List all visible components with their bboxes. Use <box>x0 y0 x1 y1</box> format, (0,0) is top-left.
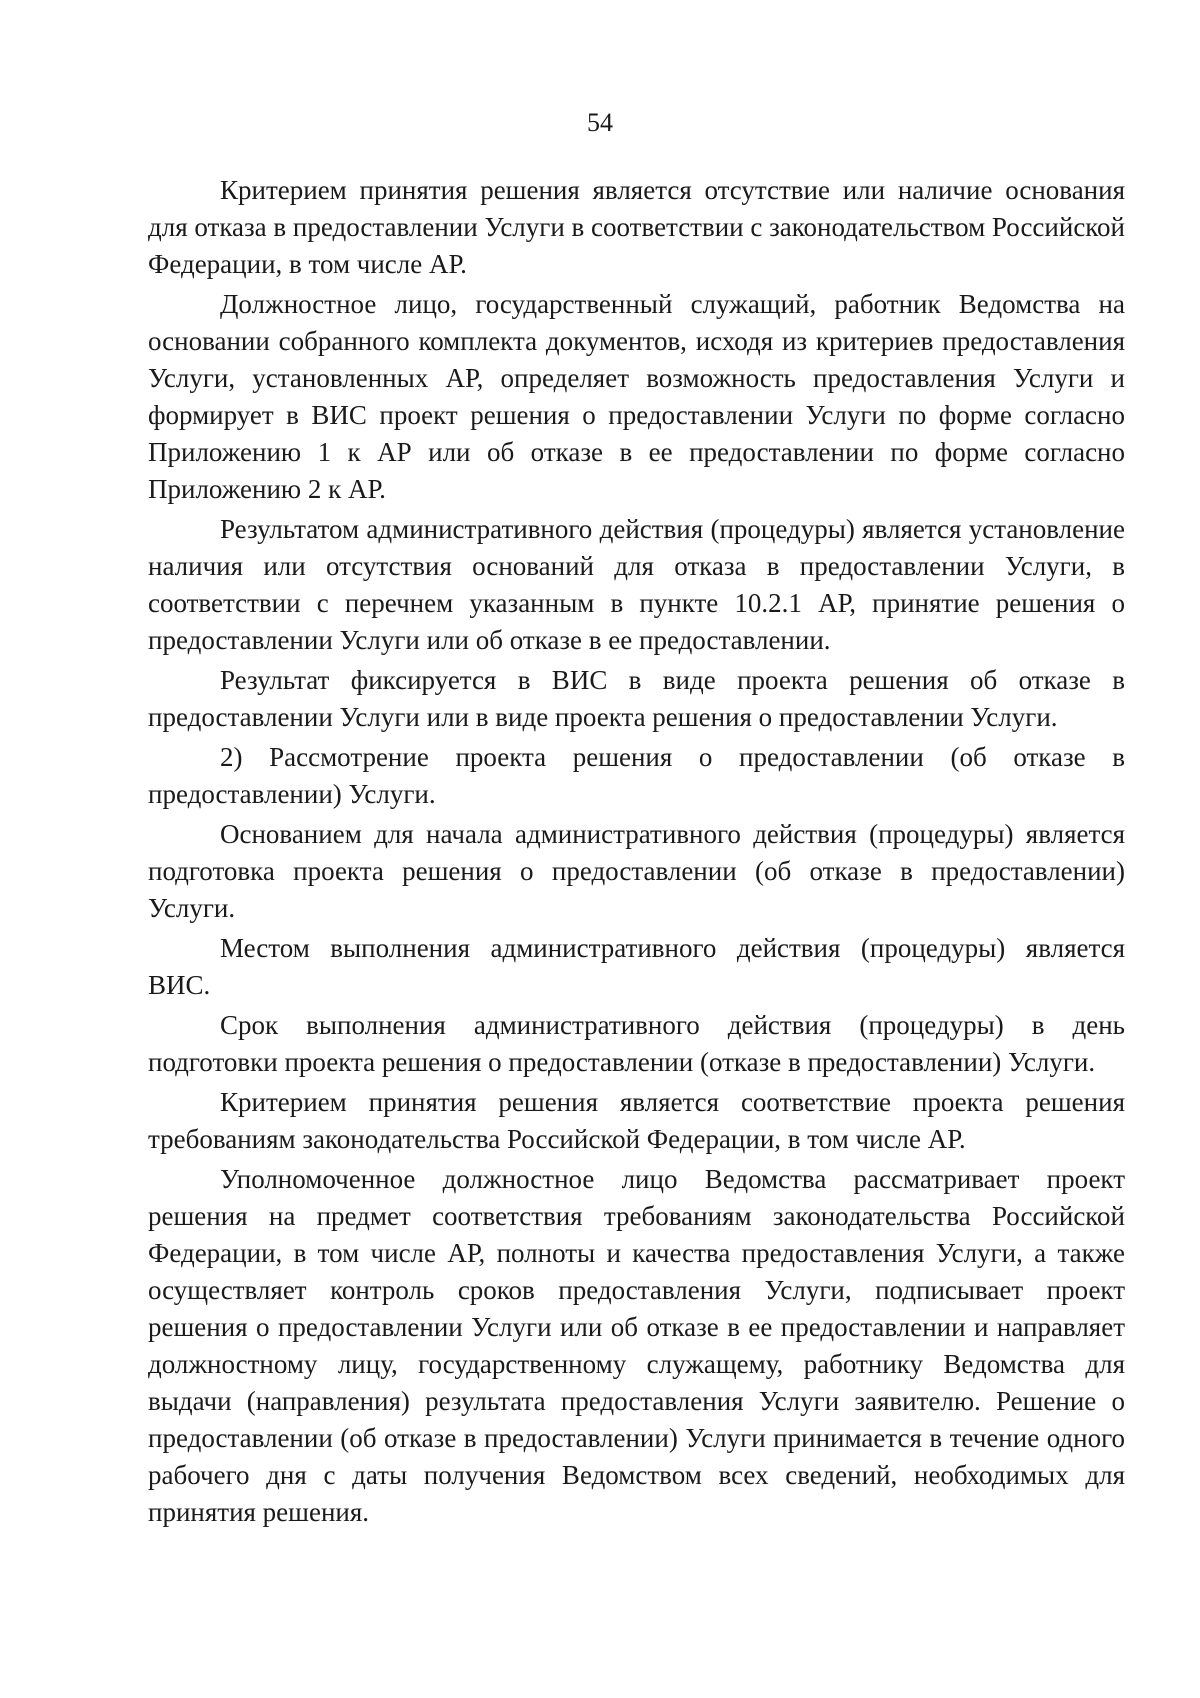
paragraph-2: Должностное лицо, государственный служащий, работник Ведомства на основании собранного комплекта документов, исходя из критериев предоставления Услуги, установленных АР, определяет возможность предоставления Услуги и формирует в ВИС проект решения о предоставлении Услуги по форме согласно Приложению 1 к АР или об отказе в ее предоставлении по форме согласно Приложению 2 к АР. <box>148 289 1125 504</box>
paragraph-8: Срок выполнения административного действия (процедуры) в день подготовки проекта решения о предоставлении (отказе в предоставлении) Услуги. <box>148 1010 1125 1077</box>
paragraph-3: Результатом административного действия (процедуры) является установление наличия или отсутствия оснований для отказа в предоставлении Услуги, в соответствии с перечнем указанным в пункте 10.2.1 АР, принятие решения о предоставлении Услуги или об отказе в ее предоставлении. <box>148 514 1125 655</box>
paragraph-1: Критерием принятия решения является отсутствие или наличие основания для отказа в предоставлении Услуги в соответствии с законодательством Российской Федерации, в том числе АР. <box>148 175 1125 279</box>
document-body <box>148 172 1125 1534</box>
paragraph-7: Местом выполнения административного действия (процедуры) является ВИС. <box>148 933 1125 1000</box>
paragraph-10: Уполномоченное должностное лицо Ведомства рассматривает проект решения на предмет соответствия требованиям законодательства Российской Федерации, в том числе АР, полноты и качества предоставления Услуги, а также осуществляет контроль сроков предоставления Услуги, подписывает проект решения о предоставлении Услуги или об отказе в ее предоставлении и направляет должностному лицу, государственному служащему, работнику Ведомства для выдачи (направления) результата предоставления Услуги заявителю. Решение о предоставлении (об отказе в предоставлении) Услуги принимается в течение одного рабочего дня с даты получения Ведомством всех сведений, необходимых для принятия решения. <box>148 1164 1125 1527</box>
paragraph-4: Результат фиксируется в ВИС в виде проекта решения об отказе в предоставлении Услуги или в виде проекта решения о предоставлении Услуги. <box>148 665 1125 732</box>
paragraph-6: Основанием для начала административного действия (процедуры) является подготовка проекта решения о предоставлении (об отказе в предоставлении) Услуги. <box>148 819 1125 923</box>
paragraph-9: Критерием принятия решения является соответствие проекта решения требованиям законодательства Российской Федерации, в том числе АР. <box>148 1087 1125 1154</box>
paragraph-5: 2) Рассмотрение проекта решения о предоставлении (об отказе в предоставлении) Услуги. <box>148 742 1125 809</box>
page-number: 54 <box>587 108 613 137</box>
